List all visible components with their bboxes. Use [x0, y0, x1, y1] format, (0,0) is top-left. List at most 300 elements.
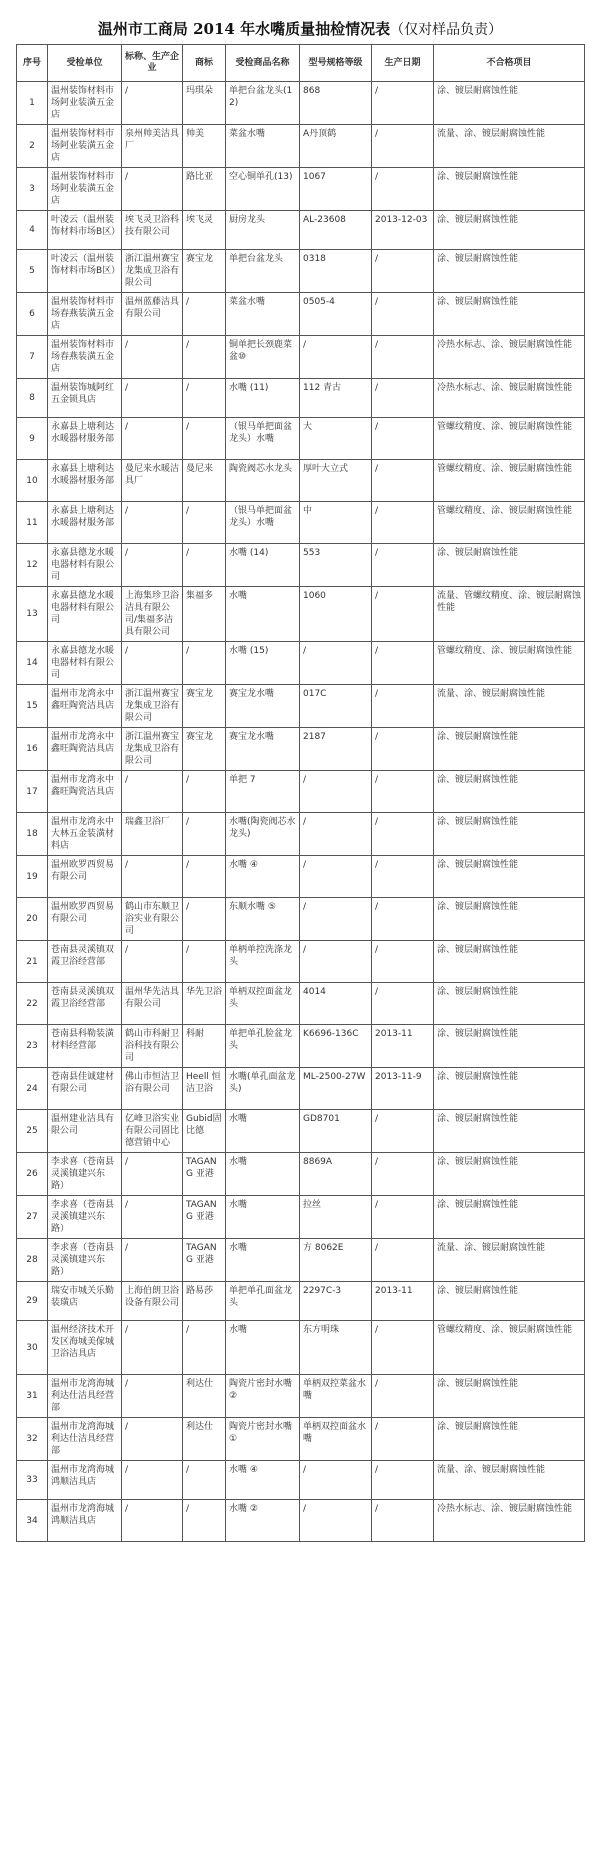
cell-manufacturer: 浙江温州赛宝龙集成卫浴有限公司	[122, 250, 183, 293]
inspection-table	[16, 44, 585, 1542]
cell-product: 水嘴	[226, 1321, 300, 1375]
cell-model: /	[300, 813, 372, 856]
cell-unit: 温州欧罗西贸易有限公司	[48, 898, 122, 941]
cell-brand: /	[183, 642, 226, 685]
cell-failed-items: 涂、镀层耐腐蚀性能	[434, 168, 585, 211]
cell-unit: 温州装饰材料市场阿业装潢五金店	[48, 125, 122, 168]
table-row	[17, 1196, 585, 1239]
cell-failed-items: 流量、涂、镀层耐腐蚀性能	[434, 1239, 585, 1282]
cell-model: 4014	[300, 983, 372, 1025]
table-row	[17, 544, 585, 587]
cell-brand: 华先卫浴	[183, 983, 226, 1025]
cell-seq: 10	[17, 460, 48, 502]
cell-seq: 25	[17, 1110, 48, 1153]
cell-manufacturer: 佛山市恒洁卫浴有限公司	[122, 1068, 183, 1110]
cell-date: 2013-12-03	[372, 211, 434, 250]
table-row	[17, 1461, 585, 1500]
cell-failed-items: 涂、镀层耐腐蚀性能	[434, 293, 585, 336]
cell-product: 水嘴(陶瓷阀芯水龙头)	[226, 813, 300, 856]
cell-model: 厚叶大立式	[300, 460, 372, 502]
cell-manufacturer: /	[122, 941, 183, 983]
cell-date: /	[372, 642, 434, 685]
cell-date: /	[372, 544, 434, 587]
cell-manufacturer: /	[122, 82, 183, 125]
cell-failed-items: 管螺纹精度、涂、镀层耐腐蚀性能	[434, 502, 585, 544]
cell-model: 8869A	[300, 1153, 372, 1196]
table-row	[17, 82, 585, 125]
cell-seq: 9	[17, 418, 48, 460]
cell-product: 水嘴 (11)	[226, 379, 300, 418]
cell-manufacturer: 鹤山市科耐卫浴科技有限公司	[122, 1025, 183, 1068]
cell-brand: Heell 恒洁卫浴	[183, 1068, 226, 1110]
cell-unit: 李求喜（苍南县灵溪镇建兴东路）	[48, 1153, 122, 1196]
cell-failed-items: 涂、镀层耐腐蚀性能	[434, 1110, 585, 1153]
cell-brand: Gubid固比德	[183, 1110, 226, 1153]
cell-failed-items: 涂、镀层耐腐蚀性能	[434, 983, 585, 1025]
table-row	[17, 813, 585, 856]
cell-brand: /	[183, 1321, 226, 1375]
cell-unit: 永嘉县上塘利达水暖器材服务部	[48, 502, 122, 544]
cell-brand: /	[183, 813, 226, 856]
cell-seq: 29	[17, 1282, 48, 1321]
cell-seq: 3	[17, 168, 48, 211]
cell-manufacturer: /	[122, 502, 183, 544]
cell-product: 菜盆水嘴	[226, 293, 300, 336]
cell-brand: 赛宝龙	[183, 685, 226, 728]
cell-brand: /	[183, 418, 226, 460]
cell-failed-items: 涂、镀层耐腐蚀性能	[434, 1153, 585, 1196]
cell-date: /	[372, 898, 434, 941]
cell-manufacturer: /	[122, 418, 183, 460]
cell-model: /	[300, 642, 372, 685]
cell-date: /	[372, 941, 434, 983]
cell-date: /	[372, 856, 434, 898]
cell-date: /	[372, 250, 434, 293]
cell-seq: 7	[17, 336, 48, 379]
cell-unit: 温州市龙湾永中鑫旺陶瓷洁具店	[48, 728, 122, 771]
cell-model: 2187	[300, 728, 372, 771]
cell-product: 水嘴	[226, 1196, 300, 1239]
table-row	[17, 587, 585, 642]
cell-brand: 曼尼来	[183, 460, 226, 502]
cell-date: /	[372, 502, 434, 544]
cell-unit: 永嘉县德龙水暖电器材料有限公司	[48, 544, 122, 587]
cell-brand: /	[183, 1500, 226, 1542]
cell-brand: /	[183, 856, 226, 898]
cell-seq: 17	[17, 771, 48, 813]
cell-date: /	[372, 1500, 434, 1542]
cell-failed-items: 涂、镀层耐腐蚀性能	[434, 1282, 585, 1321]
cell-manufacturer: /	[122, 1196, 183, 1239]
cell-failed-items: 流量、管螺纹精度、涂、镀层耐腐蚀性能	[434, 587, 585, 642]
cell-unit: 永嘉县上塘利达水暖器材服务部	[48, 460, 122, 502]
header-manufacturer: 标称、生产企业	[122, 45, 183, 82]
cell-unit: 叶凌云（温州装饰材料市场B区）	[48, 250, 122, 293]
cell-seq: 14	[17, 642, 48, 685]
table-row	[17, 685, 585, 728]
cell-model: 东方明珠	[300, 1321, 372, 1375]
cell-unit: 温州装饰材料市场阿业装潢五金店	[48, 168, 122, 211]
cell-unit: 温州市龙湾永中鑫旺陶瓷洁具店	[48, 771, 122, 813]
cell-seq: 5	[17, 250, 48, 293]
cell-model: 方 8062E	[300, 1239, 372, 1282]
cell-brand: 帅美	[183, 125, 226, 168]
table-row	[17, 293, 585, 336]
table-row	[17, 250, 585, 293]
table-row	[17, 379, 585, 418]
cell-manufacturer: /	[122, 1461, 183, 1500]
cell-model: 2297C-3	[300, 1282, 372, 1321]
table-row	[17, 125, 585, 168]
cell-failed-items: 流量、涂、镀层耐腐蚀性能	[434, 1461, 585, 1500]
cell-brand: 路比亚	[183, 168, 226, 211]
cell-product: 单柄双控面盆龙头	[226, 983, 300, 1025]
cell-unit: 温州市龙湾永中大林五金装潢材料店	[48, 813, 122, 856]
cell-date: /	[372, 1110, 434, 1153]
cell-unit: 温州市龙湾海城利达仕洁具经营部	[48, 1375, 122, 1418]
cell-model: 单柄双控面盆水嘴	[300, 1418, 372, 1461]
cell-seq: 27	[17, 1196, 48, 1239]
cell-date: /	[372, 460, 434, 502]
cell-failed-items: 流量、涂、镀层耐腐蚀性能	[434, 685, 585, 728]
cell-product: （银马单把面盆龙头）水嘴	[226, 502, 300, 544]
cell-unit: 温州市龙湾海城鸿顺洁具店	[48, 1500, 122, 1542]
cell-product: 铜单把长颈鹿菜盆⑩	[226, 336, 300, 379]
cell-failed-items: 流量、涂、镀层耐腐蚀性能	[434, 125, 585, 168]
table-row	[17, 642, 585, 685]
cell-seq: 33	[17, 1461, 48, 1500]
cell-model: /	[300, 1461, 372, 1500]
table-row	[17, 856, 585, 898]
cell-manufacturer: /	[122, 1153, 183, 1196]
cell-model: 拉丝	[300, 1196, 372, 1239]
cell-unit: 温州建业洁具有限公司	[48, 1110, 122, 1153]
table-row	[17, 983, 585, 1025]
cell-unit: 苍南县灵溪镇双霞卫浴经营部	[48, 983, 122, 1025]
cell-model: /	[300, 771, 372, 813]
cell-failed-items: 涂、镀层耐腐蚀性能	[434, 1025, 585, 1068]
cell-seq: 1	[17, 82, 48, 125]
cell-model: GD8701	[300, 1110, 372, 1153]
cell-product: 单把台盆龙头	[226, 250, 300, 293]
cell-date: /	[372, 336, 434, 379]
cell-brand: /	[183, 544, 226, 587]
cell-failed-items: 涂、镀层耐腐蚀性能	[434, 544, 585, 587]
cell-seq: 20	[17, 898, 48, 941]
table-row	[17, 728, 585, 771]
table-row	[17, 418, 585, 460]
cell-manufacturer: /	[122, 1239, 183, 1282]
cell-failed-items: 涂、镀层耐腐蚀性能	[434, 771, 585, 813]
cell-failed-items: 涂、镀层耐腐蚀性能	[434, 856, 585, 898]
cell-brand: 赛宝龙	[183, 728, 226, 771]
cell-manufacturer: 温州华先洁具有限公司	[122, 983, 183, 1025]
cell-unit: 苍南县佳诚建材有限公司	[48, 1068, 122, 1110]
cell-date: /	[372, 379, 434, 418]
cell-unit: 温州装饰材料市场春燕装潢五金店	[48, 293, 122, 336]
cell-model: 017C	[300, 685, 372, 728]
cell-brand: TAGANG 亚港	[183, 1239, 226, 1282]
cell-date: /	[372, 82, 434, 125]
cell-manufacturer: 瑞鑫卫浴厂	[122, 813, 183, 856]
cell-manufacturer: 上海伯朗卫浴设备有限公司	[122, 1282, 183, 1321]
cell-product: 水嘴 (14)	[226, 544, 300, 587]
table-title	[16, 14, 584, 44]
cell-product: 水嘴 ④	[226, 1461, 300, 1500]
cell-failed-items: 冷热水标志、涂、镀层耐腐蚀性能	[434, 379, 585, 418]
cell-failed-items: 涂、镀层耐腐蚀性能	[434, 1375, 585, 1418]
header-product: 受检商品名称	[226, 45, 300, 82]
cell-brand: /	[183, 336, 226, 379]
table-row	[17, 1110, 585, 1153]
cell-seq: 18	[17, 813, 48, 856]
cell-product: 水嘴	[226, 1153, 300, 1196]
table-row	[17, 1239, 585, 1282]
cell-brand: 利达仕	[183, 1418, 226, 1461]
cell-unit: 温州市龙湾永中鑫旺陶瓷洁具店	[48, 685, 122, 728]
table-row	[17, 1500, 585, 1542]
cell-manufacturer: /	[122, 544, 183, 587]
cell-brand: /	[183, 502, 226, 544]
cell-unit: 永嘉县德龙水暖电器材料有限公司	[48, 587, 122, 642]
cell-brand: TAGANG 亚港	[183, 1196, 226, 1239]
cell-manufacturer: 埃飞灵卫浴科技有限公司	[122, 211, 183, 250]
cell-manufacturer: /	[122, 1500, 183, 1542]
cell-seq: 24	[17, 1068, 48, 1110]
table-row	[17, 1282, 585, 1321]
cell-model: 553	[300, 544, 372, 587]
cell-model: /	[300, 1500, 372, 1542]
header-model: 型号规格等级	[300, 45, 372, 82]
cell-seq: 13	[17, 587, 48, 642]
table-row	[17, 168, 585, 211]
header-row	[17, 45, 585, 82]
cell-brand: 埃飞灵	[183, 211, 226, 250]
cell-manufacturer: 鹤山市东顺卫浴实业有限公司	[122, 898, 183, 941]
cell-date: /	[372, 1196, 434, 1239]
cell-model: 868	[300, 82, 372, 125]
table-row	[17, 460, 585, 502]
cell-model: /	[300, 941, 372, 983]
cell-unit: 温州装饰材料市场春燕装潢五金店	[48, 336, 122, 379]
cell-seq: 8	[17, 379, 48, 418]
cell-seq: 12	[17, 544, 48, 587]
table-row	[17, 1375, 585, 1418]
cell-brand: /	[183, 379, 226, 418]
cell-product: 陶瓷片密封水嘴②	[226, 1375, 300, 1418]
cell-manufacturer: 浙江温州赛宝龙集成卫浴有限公司	[122, 685, 183, 728]
cell-failed-items: 管螺纹精度、涂、镀层耐腐蚀性能	[434, 642, 585, 685]
cell-brand: TAGANG 亚港	[183, 1153, 226, 1196]
cell-failed-items: 涂、镀层耐腐蚀性能	[434, 1418, 585, 1461]
cell-model: 0505-4	[300, 293, 372, 336]
cell-brand: 集福多	[183, 587, 226, 642]
cell-failed-items: 涂、镀层耐腐蚀性能	[434, 250, 585, 293]
cell-model: 1060	[300, 587, 372, 642]
cell-model: 1067	[300, 168, 372, 211]
cell-unit: 温州经济技术开发区海城美傢城卫浴洁具店	[48, 1321, 122, 1375]
cell-unit: 李求喜（苍南县灵溪镇建兴东路）	[48, 1239, 122, 1282]
cell-unit: 苍南县灵溪镇双霞卫浴经营部	[48, 941, 122, 983]
header-date: 生产日期	[372, 45, 434, 82]
cell-unit: 温州装饰城阿红五金锁具店	[48, 379, 122, 418]
cell-manufacturer: /	[122, 1375, 183, 1418]
cell-seq: 26	[17, 1153, 48, 1196]
cell-date: 2013-11	[372, 1025, 434, 1068]
cell-manufacturer: /	[122, 1321, 183, 1375]
cell-manufacturer: /	[122, 1418, 183, 1461]
cell-date: /	[372, 418, 434, 460]
cell-unit: 温州市龙湾海城鸿顺洁具店	[48, 1461, 122, 1500]
cell-model: /	[300, 898, 372, 941]
cell-date: /	[372, 587, 434, 642]
cell-date: /	[372, 1239, 434, 1282]
cell-brand: 玛琪朵	[183, 82, 226, 125]
table-row	[17, 898, 585, 941]
cell-unit: 温州市龙湾海城利达仕洁具经营部	[48, 1418, 122, 1461]
cell-seq: 31	[17, 1375, 48, 1418]
cell-model: ML-2500-27W	[300, 1068, 372, 1110]
cell-manufacturer: /	[122, 379, 183, 418]
cell-product: （银马单把面盆龙头）水嘴	[226, 418, 300, 460]
header-seq: 序号	[17, 45, 48, 82]
table-row	[17, 1321, 585, 1375]
cell-seq: 19	[17, 856, 48, 898]
cell-failed-items: 管螺纹精度、涂、镀层耐腐蚀性能	[434, 1321, 585, 1375]
cell-brand: 科耐	[183, 1025, 226, 1068]
cell-seq: 28	[17, 1239, 48, 1282]
cell-brand: 利达仕	[183, 1375, 226, 1418]
cell-brand: 赛宝龙	[183, 250, 226, 293]
cell-unit: 叶凌云（温州装饰材料市场B区）	[48, 211, 122, 250]
cell-brand: /	[183, 941, 226, 983]
cell-seq: 30	[17, 1321, 48, 1375]
title-main: 温州市工商局 2014 年水嘴质量抽检情况表	[97, 20, 391, 38]
cell-date: /	[372, 1461, 434, 1500]
cell-model: 0318	[300, 250, 372, 293]
cell-product: 水嘴	[226, 1110, 300, 1153]
table-row	[17, 1068, 585, 1110]
cell-model: 中	[300, 502, 372, 544]
cell-model: A丹顶鹤	[300, 125, 372, 168]
cell-failed-items: 涂、镀层耐腐蚀性能	[434, 898, 585, 941]
cell-product: 水嘴	[226, 587, 300, 642]
cell-seq: 21	[17, 941, 48, 983]
cell-model: 112 青古	[300, 379, 372, 418]
cell-manufacturer: /	[122, 642, 183, 685]
cell-failed-items: 涂、镀层耐腐蚀性能	[434, 813, 585, 856]
cell-product: 水嘴 ②	[226, 1500, 300, 1542]
cell-unit: 永嘉县德龙水暖电器材料有限公司	[48, 642, 122, 685]
cell-product: 单把单孔脸盆龙头	[226, 1025, 300, 1068]
cell-product: 水嘴 ④	[226, 856, 300, 898]
header-brand: 商标	[183, 45, 226, 82]
cell-model: /	[300, 336, 372, 379]
cell-failed-items: 涂、镀层耐腐蚀性能	[434, 941, 585, 983]
cell-model: K6696-136C	[300, 1025, 372, 1068]
cell-brand: 路易莎	[183, 1282, 226, 1321]
cell-seq: 2	[17, 125, 48, 168]
cell-seq: 32	[17, 1418, 48, 1461]
table-body	[17, 82, 585, 1542]
cell-seq: 22	[17, 983, 48, 1025]
cell-product: 陶瓷片密封水嘴①	[226, 1418, 300, 1461]
cell-product: 单把台盆龙头(12)	[226, 82, 300, 125]
cell-failed-items: 涂、镀层耐腐蚀性能	[434, 1068, 585, 1110]
cell-failed-items: 冷热水标志、涂、镀层耐腐蚀性能	[434, 1500, 585, 1542]
table-row	[17, 771, 585, 813]
cell-date: /	[372, 125, 434, 168]
cell-failed-items: 涂、镀层耐腐蚀性能	[434, 1196, 585, 1239]
cell-product: 水嘴(单孔面盆龙头)	[226, 1068, 300, 1110]
title-note: （仅对样品负责）	[390, 22, 503, 38]
cell-date: /	[372, 168, 434, 211]
cell-seq: 23	[17, 1025, 48, 1068]
cell-seq: 4	[17, 211, 48, 250]
table-row	[17, 1418, 585, 1461]
cell-failed-items: 管螺纹精度、涂、镀层耐腐蚀性能	[434, 418, 585, 460]
cell-seq: 6	[17, 293, 48, 336]
cell-product: 单柄单控洗涤龙头	[226, 941, 300, 983]
cell-manufacturer: 浙江温州赛宝龙集成卫浴有限公司	[122, 728, 183, 771]
cell-product: 东顺水嘴 ⑤	[226, 898, 300, 941]
cell-date: /	[372, 1418, 434, 1461]
cell-seq: 16	[17, 728, 48, 771]
header-unit: 受检单位	[48, 45, 122, 82]
cell-seq: 34	[17, 1500, 48, 1542]
table-row	[17, 336, 585, 379]
cell-product: 厨房龙头	[226, 211, 300, 250]
table-header	[17, 45, 585, 82]
cell-manufacturer: 温州蓝藤洁具有限公司	[122, 293, 183, 336]
cell-brand: /	[183, 293, 226, 336]
cell-unit: 李求喜（苍南县灵溪镇建兴东路）	[48, 1196, 122, 1239]
cell-seq: 11	[17, 502, 48, 544]
cell-brand: /	[183, 1461, 226, 1500]
cell-model: /	[300, 856, 372, 898]
cell-seq: 15	[17, 685, 48, 728]
cell-date: /	[372, 813, 434, 856]
cell-model: 单柄双控菜盆水嘴	[300, 1375, 372, 1418]
cell-product: 单把 7	[226, 771, 300, 813]
cell-manufacturer: /	[122, 168, 183, 211]
cell-manufacturer: /	[122, 336, 183, 379]
cell-date: /	[372, 1321, 434, 1375]
cell-date: /	[372, 1375, 434, 1418]
cell-failed-items: 涂、镀层耐腐蚀性能	[434, 728, 585, 771]
cell-manufacturer: /	[122, 771, 183, 813]
cell-product: 水嘴	[226, 1239, 300, 1282]
cell-manufacturer: 曼尼来水暖洁具厂	[122, 460, 183, 502]
cell-unit: 瑞安市城关乐勤装璜店	[48, 1282, 122, 1321]
cell-manufacturer: 上海集珍卫浴洁具有限公司/集福多洁具有限公司	[122, 587, 183, 642]
cell-date: /	[372, 1153, 434, 1196]
cell-unit: 温州欧罗西贸易有限公司	[48, 856, 122, 898]
cell-date: /	[372, 293, 434, 336]
cell-date: 2013-11	[372, 1282, 434, 1321]
cell-unit: 苍南县科勒装潢材料经营部	[48, 1025, 122, 1068]
cell-date: /	[372, 983, 434, 1025]
cell-date: /	[372, 771, 434, 813]
cell-failed-items: 涂、镀层耐腐蚀性能	[434, 211, 585, 250]
cell-product: 水嘴 (15)	[226, 642, 300, 685]
cell-product: 陶瓷阀芯水龙头	[226, 460, 300, 502]
cell-manufacturer: 泉州帅美洁具厂	[122, 125, 183, 168]
table-row	[17, 1025, 585, 1068]
table-row	[17, 211, 585, 250]
cell-failed-items: 涂、镀层耐腐蚀性能	[434, 82, 585, 125]
cell-model: 大	[300, 418, 372, 460]
